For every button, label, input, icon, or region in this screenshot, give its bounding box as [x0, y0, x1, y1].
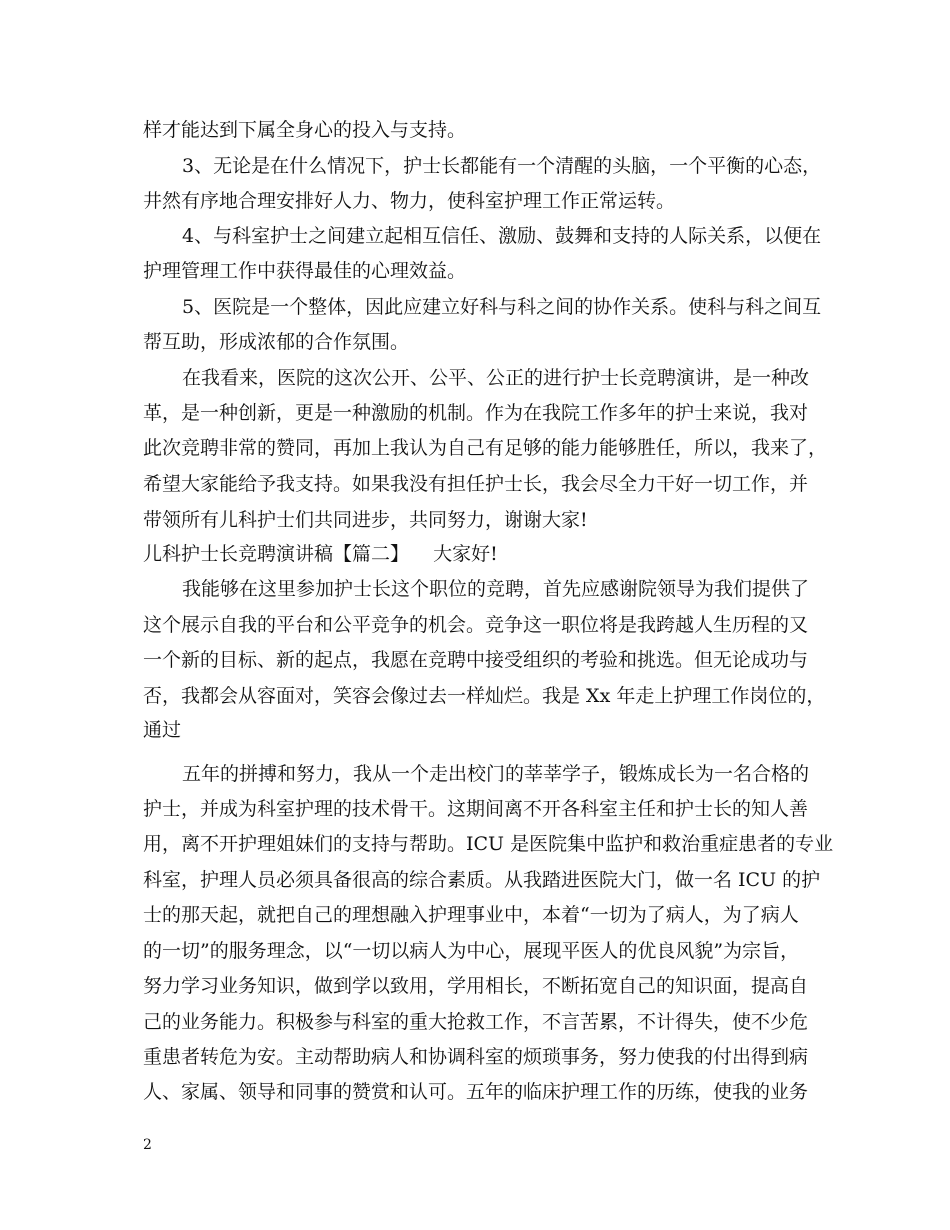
section-heading: 儿科护士长竞聘演讲稿【篇二】 大家好! — [143, 543, 498, 565]
text-line: 我能够在这里参加护士长这个职位的竞聘，首先应感谢院领导为我们提供了 — [182, 578, 810, 600]
text-line: 己的业务能力。积极参与科室的重大抢救工作，不言苦累，不计得失，使不少危 — [143, 1011, 809, 1033]
text-line: 重患者转危为安。主动帮助病人和协调科室的烦琐事务，努力使我的付出得到病 — [143, 1046, 809, 1068]
text-line: 希望大家能给予我支持。如果我没有担任护士长，我会尽全力干好一切工作，并 — [143, 473, 809, 495]
text-line: 护士，并成为科室护理的技术骨干。这期间离不开各科室主任和护士长的知人善 — [143, 798, 809, 820]
text-line: 帮互助，形成浓郁的合作氛围。 — [143, 331, 410, 353]
text-line: 3、无论是在什么情况下，护士长都能有一个清醒的头脑，一个平衡的心态， — [182, 155, 822, 177]
text-line: 这个展示自我的平台和公平竞争的机会。竞争这一职位将是我跨越人生历程的又 — [143, 614, 809, 636]
text-line: 一个新的目标、新的起点，我愿在竞聘中接受组织的考验和挑选。但无论成功与 — [143, 649, 809, 671]
text-line: 5、医院是一个整体，因此应建立好科与科之间的协作关系。使科与科之间互 — [182, 296, 822, 318]
text-line: 井然有序地合理安排好人力、物力，使科室护理工作正常运转。 — [143, 190, 676, 212]
text-line: 否，我都会从容面对，笑容会像过去一样灿烂。我是 Xx 年走上护理工作岗位的， — [143, 685, 826, 707]
page-number: 2 — [143, 1137, 152, 1153]
text-line: 的一切”的服务理念，以“一切以病人为中心，展现平医人的优良风貌”为宗旨， — [143, 940, 800, 962]
text-line: 科室，护理人员必须具备很高的综合素质。从我踏进医院大门，做一名 ICU 的护 — [143, 869, 821, 891]
text-line: 护理管理工作中获得最佳的心理效益。 — [143, 260, 467, 282]
text-line: 带领所有儿科护士们共同进步，共同努力，谢谢大家! — [143, 509, 588, 531]
text-line: 在我看来，医院的这次公开、公平、公正的进行护士长竞聘演讲，是一种改 — [182, 367, 810, 389]
text-line: 革，是一种创新，更是一种激励的机制。作为在我院工作多年的护士来说，我对 — [143, 402, 809, 424]
text-line: 用，离不开护理姐妹们的支持与帮助。ICU 是医院集中监护和救治重症患者的专业 — [143, 833, 834, 855]
text-line: 通过 — [143, 719, 182, 741]
text-line: 努力学习业务知识，做到学以致用，学用相长，不断拓宽自己的知识面，提高自 — [143, 975, 809, 997]
text-line: 4、与科室护士之间建立起相互信任、激励、鼓舞和支持的人际关系，以便在 — [182, 225, 822, 247]
text-line: 人、家属、领导和同事的赞赏和认可。五年的临床护理工作的历练，使我的业务 — [143, 1081, 809, 1103]
text-line: 样才能达到下属全身心的投入与支持。 — [143, 119, 467, 141]
text-line: 五年的拼搏和努力，我从一个走出校门的莘莘学子，锻炼成长为一名合格的 — [182, 763, 810, 785]
text-line: 士的那天起，就把自己的理想融入护理事业中，本着“一切为了病人，为了病人 — [143, 904, 799, 926]
text-line: 此次竞聘非常的赞同，再加上我认为自己有足够的能力能够胜任，所以，我来了， — [143, 437, 828, 459]
